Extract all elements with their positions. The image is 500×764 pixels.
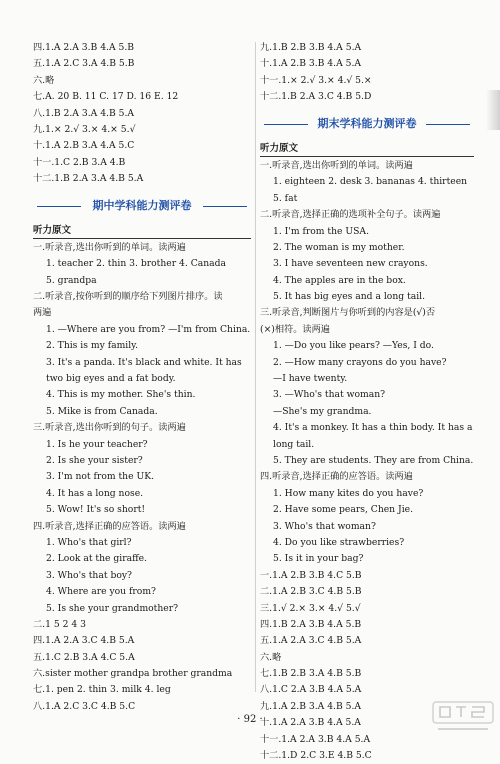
answer-line: 九.1.× 2.√ 3.× 4.× 5.√ [33,123,136,135]
section-title [260,116,474,132]
script-line: 2. —How many crayons do you have? [273,356,447,368]
answer-line: 九.1.B 2.B 3.B 4.A 5.A [260,42,362,53]
script-line: 1. —Where are you from? —I'm from China. [46,323,251,335]
script-line: —I have twenty. [273,373,348,385]
answer-line: 十二.1.B 2.A 3.C 4.B 5.D [260,91,372,103]
script-line: 3. I have seventeen new crayons. [273,258,428,270]
script-line: 5. fat [273,192,298,204]
answer-line: 二.听录音,选择正确的选项补全句子。读两遍 [260,209,441,221]
answer-line: 十.1.A 2.A 3.B 4.A 5.A [260,717,361,729]
listening-script-heading: 听力原文 [260,141,474,157]
script-line: 5. They are students. They are from China. [273,454,474,466]
answer-line: 四.1.B 2.A 3.B 4.A 5.B [260,618,362,630]
answer-line: 七.A. 20 B. 11 C. 17 D. 16 E. 12 [33,91,179,103]
script-line: 3. I'm not from the UK. [46,471,154,483]
answer-line: 五.1.C 2.B 3.A 4.C 5.A [33,651,135,663]
script-line: 1. eighteen 2. desk 3. bananas 4. thirteen [273,176,468,188]
page-edge-shadow [486,90,500,130]
script-line: 1. Is he your teacher? [46,438,148,450]
script-line: 5. Is it in your bag? [273,553,364,565]
answer-line: 十.1.A 2.B 3.A 4.A 5.C [33,140,135,152]
answer-line: 一.1.A 2.B 3.B 4.C 5.B [260,569,362,581]
answer-line: 五.1.A 2.A 3.C 4.B 5.A [260,635,362,647]
section-title [33,198,251,214]
script-line: 3. Who's that boy? [46,569,132,581]
answer-line: 两遍 [33,307,52,319]
answer-line: 十二.1.B 2.A 3.A 4.B 5.A [33,173,144,185]
page-number: · 92 · [237,714,263,725]
script-line: —She's my grandma. [273,405,372,417]
section-title-text: 期末学科能力测评卷 [314,117,421,130]
answer-line: 六.略 [260,651,282,663]
answer-line: 二.1.A 2.B 3.C 4.B 5.B [260,586,362,598]
answer-line: 八.1.A 2.C 3.C 4.B 5.C [33,700,136,712]
answer-line: 三.1.√ 2.× 3.× 4.√ 5.√ [260,602,361,614]
script-line: 5. Is she your grandmother? [46,602,179,614]
script-line: 5. Wow! It's so short! [46,504,146,516]
answer-line: 六.sister mother grandpa brother grandma [33,668,233,680]
answer-line: 七.1. pen 2. thin 3. milk 4. leg [33,684,171,696]
script-line: 1. How many kites do you have? [273,487,424,499]
answer-line: 十.1.A 2.B 3.B 4.A 5.A [260,58,362,70]
script-line: 5. Mike is from Canada. [46,405,158,417]
answer-line: 四.1.A 2.A 3.B 4.A 5.B [33,42,135,53]
answer-line: 二.听录音,按你听到的顺序给下列图片排序。读 [33,291,223,303]
answer-line: 八.1.B 2.A 3.A 4.B 5.A [33,107,135,119]
script-line: 4. Do you like strawberries? [273,536,405,548]
answer-line: 一.听录音,选出你听到的单词。读两遍 [260,159,413,171]
script-line: 2. Have some pears, Chen Jie. [273,504,413,516]
script-line: 1. teacher 2. thin 3. brother 4. Canada [46,258,226,270]
listening-script-heading: 听力原文 [33,223,251,239]
script-line: 1. Who's that girl? [46,536,132,548]
answer-line: 六.略 [33,74,55,86]
right-column [260,40,474,764]
script-line: 4. The apples are in the box. [273,274,406,286]
watermark-logo-icon [432,701,494,735]
answer-line: 十二.1.D 2.C 3.E 4.B 5.C [260,750,372,762]
script-line: long tail. [273,438,315,450]
script-line: 3. It's a panda. It's black and white. It has [46,356,242,368]
answer-line: 八.1.C 2.A 3.B 4.A 5.A [260,684,362,696]
script-line: 4. Where are you from? [46,586,156,598]
script-line: 2. The woman is my mother. [273,241,405,253]
script-line: 3. Who's that woman? [273,520,376,532]
answer-line: 二.1 5 2 4 3 [33,618,87,630]
answer-line: 四.听录音,选择正确的应答语。读两遍 [33,520,186,532]
script-line: 2. Look at the giraffe. [46,553,147,565]
answer-line: 四.听录音,选择正确的应答语。读两遍 [260,471,413,483]
script-line: 4. It's a monkey. It has a thin body. It has a [273,422,473,434]
left-column [33,40,251,715]
answer-line: 十一.1.A 2.A 3.B 4.A 5.A [260,733,371,745]
script-line: 2. This is my family. [46,340,139,352]
answer-line: 四.1.A 2.A 3.C 4.B 5.A [33,635,135,647]
script-line: two big eyes and a fat body. [46,373,176,385]
answer-line: 三.听录音,选出你听到的句子。读两遍 [33,422,186,434]
answer-line: 十一.1.× 2.√ 3.× 4.√ 5.× [260,74,372,86]
answer-line: 十一.1.C 2.B 3.A 4.B [33,156,126,168]
script-line: 1. I'm from the USA. [273,225,369,237]
script-line: 5. grandpa [46,274,97,286]
answer-line: 一.听录音,选出你听到的单词。读两遍 [33,241,186,253]
answer-line: 五.1.A 2.C 3.A 4.B 5.B [33,58,135,70]
answer-line: 三.听录音,判断图片与你听到的内容是(√)否 [260,307,436,319]
script-line: 3. —Who's that woman? [273,389,386,401]
answer-line: 九.1.A 2.B 3.A 4.B 5.A [260,700,362,712]
script-line: 5. It has big eyes and a long tail. [273,291,426,303]
script-line: 1. —Do you like pears? —Yes, I do. [273,340,434,352]
answer-line: 七.1.B 2.B 3.A 4.B 5.B [260,668,362,680]
script-line: 4. It has a long nose. [46,487,144,499]
script-line: 4. This is my mother. She's thin. [46,389,196,401]
answer-line: (×)相符。读两遍 [260,323,330,335]
column-divider [255,42,256,692]
section-title-text: 期中学科能力测评卷 [89,199,196,212]
script-line: 2. Is she your sister? [46,454,143,466]
